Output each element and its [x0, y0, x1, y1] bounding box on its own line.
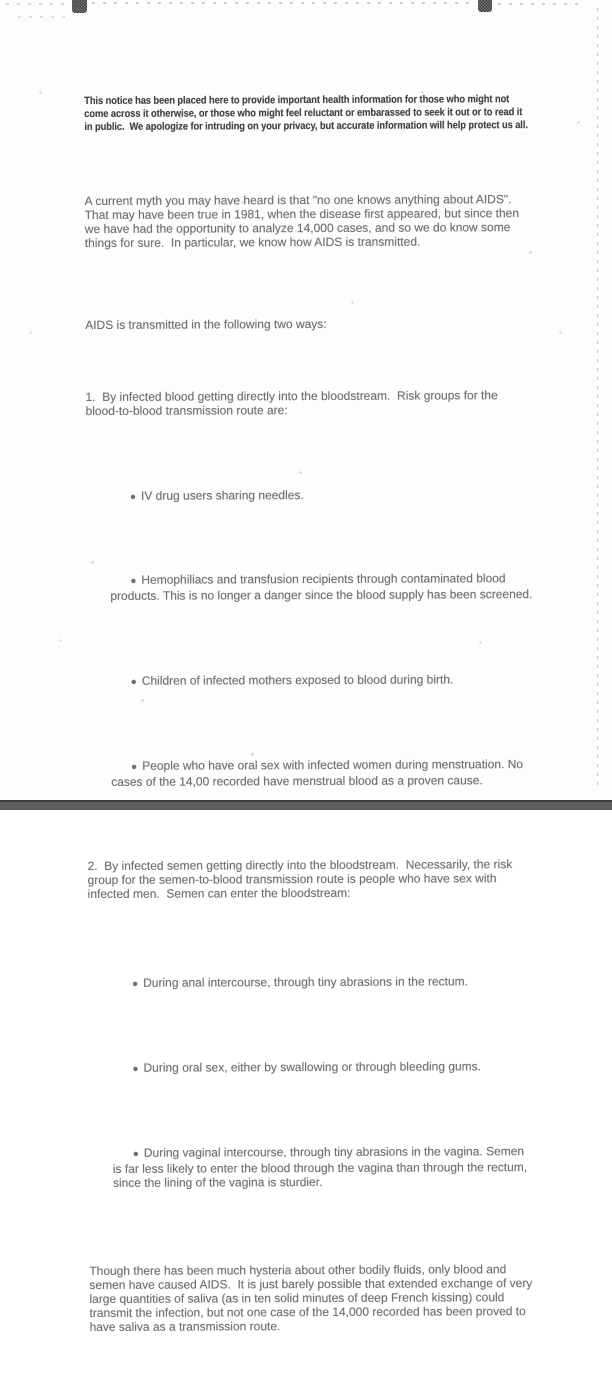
bullet-text: During anal intercourse, through tiny abrasions in the rectum. — [143, 974, 468, 990]
scan-smudge-left — [72, 0, 87, 13]
transmission-ways-line: AIDS is transmitted in the following two ways: — [85, 316, 327, 332]
bullet-text: During oral sex, either by swallowing or through bleeding gums. — [143, 1059, 482, 1075]
route2-heading: 2. By infected semen getting directly into the bloodstream. Necessarily, the risk group for the semen-to-blood transmission route is people who have sex with infected men. Semen can enter the bloodstream: — [87, 857, 516, 901]
scan-noise-corner — [18, 16, 68, 18]
bullet-icon: ● — [130, 575, 137, 587]
notice-paragraph: This notice has been placed here to provide important health information for those who might not come across it otherwise, or those who might feel reluctant or embarassed to seek it out or to read it in public. We apologize for intruding on your privacy, but accurate information will help protect us all. — [84, 93, 528, 133]
list-item — [86, 557, 533, 617]
bullet-text: People who have oral sex with infected women during menstruation. No cases of the 14,00 recorded have menstrual blood as a proven cause. — [111, 757, 527, 789]
scan-noise-top — [92, 2, 472, 4]
scan-noise-top-right — [498, 3, 586, 5]
scan-noise-top-left — [6, 3, 64, 5]
list-item — [87, 743, 534, 803]
bullet-icon: ● — [130, 676, 137, 688]
bullet-text: Children of infected mothers exposed to blood during birth. — [141, 672, 454, 688]
list-item — [89, 1130, 536, 1204]
bullet-icon: ● — [132, 978, 139, 990]
bullet-icon: ● — [129, 491, 137, 503]
bullet-text: IV drug users sharing needles. — [140, 488, 304, 503]
scan-speckles — [0, 0, 1, 1]
bullet-text: During vaginal intercourse, through tiny abrasions in the vagina. Semen is far less likely to enter the blood through the vagina than through the rectum, since the lining of the vagina is sturdier. — [112, 1144, 531, 1190]
intro-paragraph: A current myth you may have heard is that "no one knows anything about AIDS". That may have been true in 1981, when the disease first appeared, but since then we have had the opportunity to analyze 14,000 cases, and so we do know some things for sure. In particular, we know how AIDS is transmitted. — [84, 192, 523, 250]
list-item — [86, 473, 533, 519]
list-item — [87, 658, 534, 704]
scan-edge-line-right — [597, 8, 598, 786]
closing-paragraph: Though there has been much hysteria about other bodily fluids, only blood and semen have caused AIDS. It is just barely possible that extended exchange of very large quantities of saliva (as in ten solid minutes of deep French kissing) could transmit the infection, but not one case of the 14,000 recorded has been proved to have saliva as a transmission route. — [89, 1262, 536, 1334]
bullet-text: Hemophiliacs and transfusion recipients through contaminated blood products. This is no longer a danger since the blood supply has been screened. — [110, 571, 533, 603]
scan-smudge-right — [478, 0, 492, 12]
list-item — [88, 1045, 535, 1091]
bullet-icon: ● — [132, 1148, 139, 1160]
route1-heading: 1. By infected blood getting directly into the bloodstream. Risk groups for the blood-to-blood transmission route are: — [85, 388, 502, 418]
bullet-icon: ● — [131, 761, 138, 773]
document-content — [84, 51, 537, 1376]
list-item — [88, 960, 535, 1006]
bullet-icon: ● — [132, 1063, 139, 1075]
